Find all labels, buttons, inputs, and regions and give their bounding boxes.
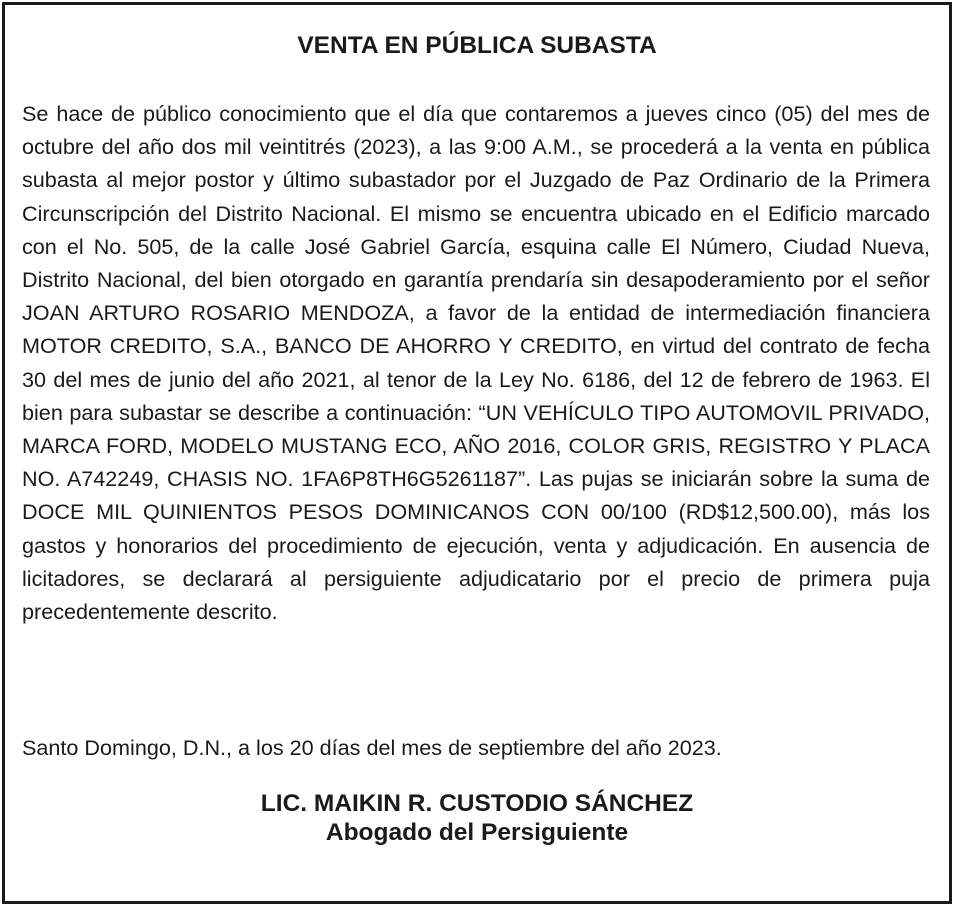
signatory-name: LIC. MAIKIN R. CUSTODIO SÁNCHEZ [260,790,694,817]
signature-block [5,789,949,847]
notice-body: Se hace de público conocimiento que el día que contaremos a jueves cinco (05) del mes de octubre del año dos mil veintitrés (2023), a las 9:00 A.M., se procederá a la venta en pública subasta al mejor postor y último subastador por el Juzgado de Paz Ordinario de la Primera Circunscripción del Distrito Nacional. El mismo se encuentra ubicado en el Edificio marcado con el No. 505, de la calle José Gabriel García, esquina calle El Número, Ciudad Nueva, Distrito Nacional, del bien otorgado en garantía prendaría sin desapoderamiento por el señor JOAN ARTURO ROSARIO MENDOZA, a favor de la entidad de intermediación financiera MOTOR CREDITO, S.A., BANCO DE AHORRO Y CREDITO, en virtud del contrato de fecha 30 del mes de junio del año 2021, al tenor de la Ley No. 6186, del 12 de febrero de 1963. El bien para subastar se describe a continuación: “UN VEHÍCULO TIPO AUTOMOVIL PRIVADO, MARCA FORD, MODELO MUSTANG ECO, AÑO 2016, COLOR GRIS, REGISTRO Y PLACA NO. A742249, CHASIS NO. 1FA6P8TH6G5261187”. Las pujas se iniciarán sobre la suma de DOCE MIL QUINIENTOS PESOS DOMINICANOS CON 00/100 (RD$12,500.00), más los gastos y honorarios del procedimiento de ejecución, venta y adjudicación. En ausencia de licitadores, se declarará al persiguiente adjudicatario por el precio de primera puja precedentemente descrito. [22,101,930,625]
place-and-date: Santo Domingo, D.N., a los 20 días del mes de septiembre del año 2023. [22,735,722,760]
legal-notice-box [2,2,952,904]
notice-title: VENTA EN PÚBLICA SUBASTA [297,32,657,59]
signatory-role: Abogado del Persiguiente [325,819,629,846]
